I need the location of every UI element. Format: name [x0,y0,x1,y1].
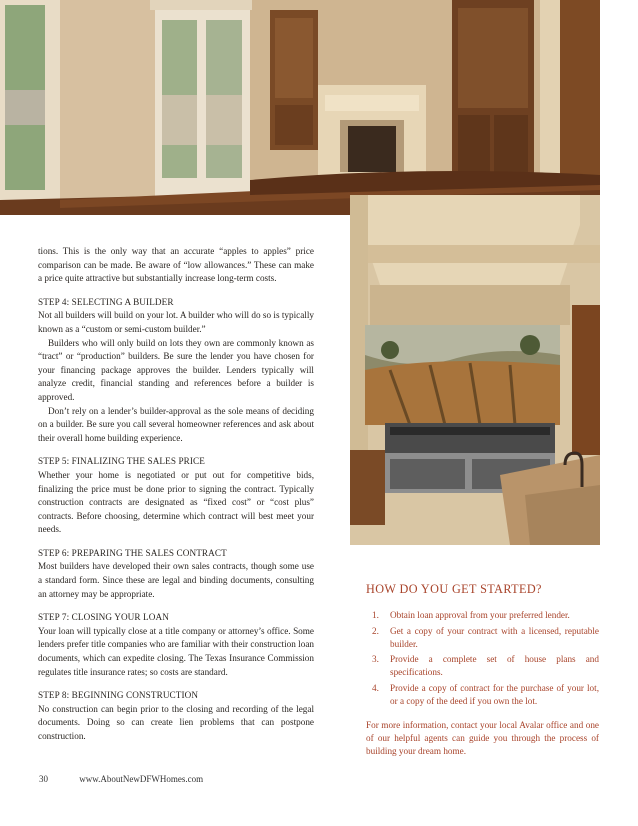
step4-paragraph-2: Builders who will only build on lots they own are commonly known as “tract” or “production” builders. Be sure the lender you have chosen for your financing package approves the builder. Lenders typically will analyze credit, financial standing and references before a builder is approved. [38,337,314,402]
list-item [366,653,599,679]
list-item [366,609,599,622]
step6-heading: STEP 6: PREPARING THE SALES CONTRACT [38,547,227,558]
intro-paragraph: tions. This is the only way that an accurate “apples to apples” price comparison can be made. Be aware of “low allowances.” These can make a price quite attractive but substantially increase long-term costs. [38,246,314,284]
living-room-photo [0,0,600,215]
get-started-list [366,609,599,708]
list-item-number: 1. [372,610,379,620]
step8-heading: STEP 8: BEGINNING CONSTRUCTION [38,690,199,701]
list-item-number: 2. [372,625,379,636]
step5-heading: STEP 5: FINALIZING THE SALES PRICE [38,456,205,467]
list-item-text: Obtain loan approval from your preferred lender. [390,610,570,620]
step8-paragraph: No construction can begin prior to the closing and recording of the legal documents. Doing so can create lien problems that can postpone construction. [38,703,314,741]
list-item [366,625,599,651]
article-body [38,245,314,744]
get-started-heading: HOW DO YOU GET STARTED? [366,582,542,596]
list-item [366,682,599,708]
step4-paragraph-1: Not all builders will build on your lot. A builder who will do so is typically known as a “custom or semi-custom builder.” [38,310,314,334]
get-started-box [366,582,599,767]
list-item-text: Provide a complete set of house plans and specifications. [390,654,599,678]
page-number: 30 [39,774,48,784]
list-item-number: 4. [372,682,379,693]
footer-website: www.AboutNewDFWHomes.com [79,774,204,784]
step4-paragraph-3: Don’t rely on a lender’s builder-approval as the sole means of deciding on a builder. Be sure you call several homeowner references and ask about their overall home building experience. [38,405,314,443]
list-item-text: Get a copy of your contract with a licensed, reputable builder. [390,625,599,649]
step5-paragraph: Whether your home is negotiated or put out for competitive bids, finalizing the price must be done prior to signing the contract. Typically construction contracts are designated as “fixed cost” or “cost plus” contracts. Before choosing, determine which contract will best meet your needs. [38,469,314,535]
list-item-number: 3. [372,654,379,665]
more-info-paragraph: For more information, contact your local Avalar office and one of our helpful agents can guide you through the process of building your dream home. [366,719,599,756]
page-footer [39,774,203,784]
step6-paragraph: Most builders have developed their own sales contracts, though some use a standard form. Since these are legal and binding documents, consulting an attorney may be appropriate. [38,561,314,599]
step7-heading: STEP 7: CLOSING YOUR LOAN [38,612,169,623]
step7-paragraph: Your loan will typically close at a title company or attorney’s office. Some lenders prefer title companies who are familiar with their construction loan documents, which can expedite closing. The Texas Insurance Commission regulates title insurance rates; so costs are standard. [38,625,314,677]
step4-heading: STEP 4: SELECTING A BUILDER [38,296,174,307]
list-item-text: Provide a copy of contract for the purchase of your lot, or a copy of the deed if you own the lot. [390,682,599,706]
kitchen-photo [350,195,600,545]
